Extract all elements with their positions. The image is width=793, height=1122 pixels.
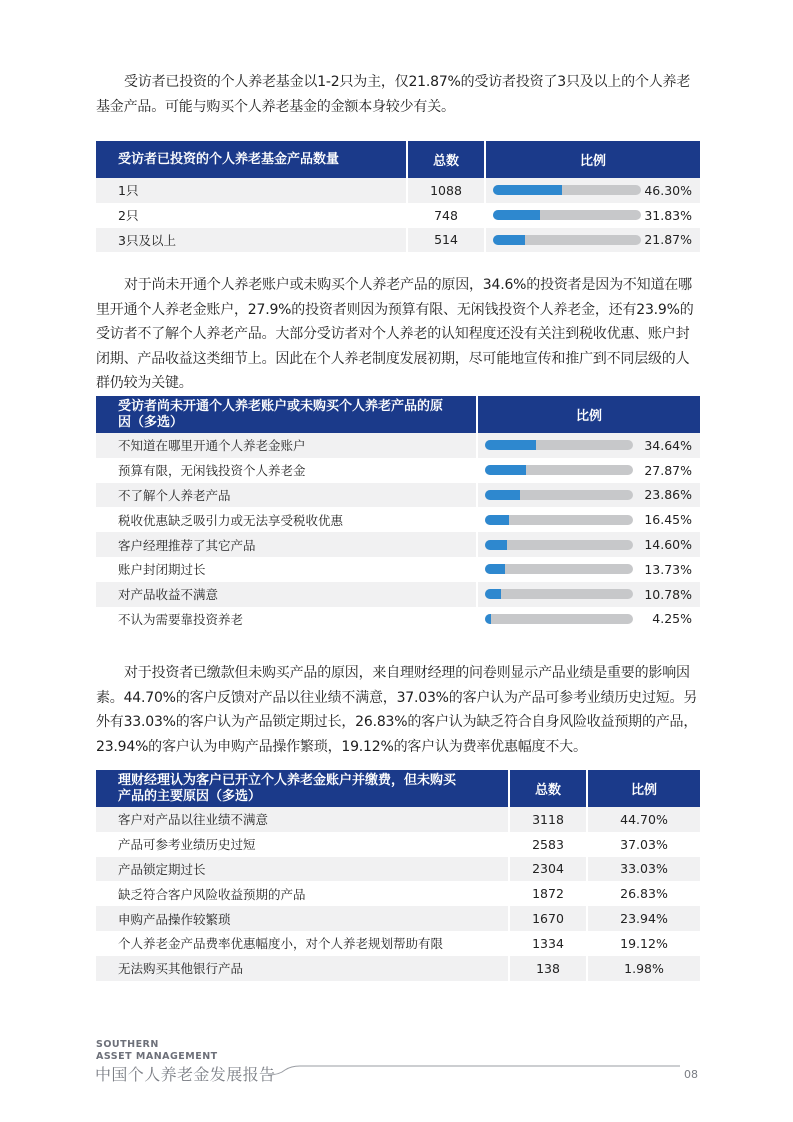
row-ratio: 1.98% <box>586 956 700 981</box>
ratio-bar-fill <box>485 515 509 525</box>
column-header: 受访者尚未开通个人养老账户或未购买个人养老产品的原因（多选） <box>96 396 476 433</box>
ratio-value: 13.73% <box>644 561 692 577</box>
row-label: 税收优惠缺乏吸引力或无法享受税收优惠 <box>96 507 476 532</box>
ratio-cell <box>476 532 700 557</box>
ratio-bar-track <box>493 185 641 195</box>
row-label: 对产品收益不满意 <box>96 582 476 607</box>
table-row <box>96 807 700 832</box>
ratio-bar-track <box>493 210 641 220</box>
ratio-bar-group <box>478 611 700 626</box>
ratio-value: 14.60% <box>644 537 692 553</box>
row-label: 客户对产品以往业绩不满意 <box>96 807 508 832</box>
report-title: 中国个人养老金发展报告 <box>95 1065 276 1084</box>
column-header: 比例 <box>476 396 700 433</box>
column-header: 比例 <box>484 141 700 178</box>
table-row <box>96 607 700 632</box>
ratio-bar-fill <box>485 465 526 475</box>
ratio-value: 4.25% <box>652 611 692 627</box>
column-header: 总数 <box>508 770 586 807</box>
table-row <box>96 483 700 508</box>
ratio-bar-group <box>478 537 700 552</box>
row-ratio: 37.03% <box>586 832 700 857</box>
ratio-bar-track <box>485 465 633 475</box>
table-row <box>96 881 700 906</box>
ratio-bar-track <box>485 440 633 450</box>
ratio-bar-fill <box>493 210 540 220</box>
column-header: 受访者已投资的个人养老基金产品数量 <box>96 141 406 178</box>
row-label: 不了解个人养老产品 <box>96 483 476 508</box>
ratio-cell <box>484 178 700 203</box>
ratio-bar-fill <box>485 614 491 624</box>
ratio-bar-fill <box>485 440 536 450</box>
ratio-bar-fill <box>485 564 505 574</box>
brand-line-1: SOUTHERN <box>96 1039 159 1050</box>
ratio-bar-track <box>485 589 633 599</box>
ratio-value: 21.87% <box>644 232 692 248</box>
row-label: 3只及以上 <box>96 228 406 253</box>
row-label: 产品锁定期过长 <box>96 857 508 882</box>
row-label: 不知道在哪里开通个人养老金账户 <box>96 433 476 458</box>
row-ratio: 23.94% <box>586 906 700 931</box>
paragraph-1: 受访者已投资的个人养老基金以1-2只为主，仅21.87%的受访者投资了3只及以上的个人养老基金产品。可能与购买个人养老基金的金额本身较少有关。 <box>96 74 691 115</box>
ratio-cell <box>484 203 700 228</box>
ratio-value: 31.83% <box>644 207 692 223</box>
table-row <box>96 956 700 981</box>
table-row <box>96 458 700 483</box>
ratio-bar-group <box>478 587 700 602</box>
ratio-bar-group <box>478 463 700 478</box>
ratio-value: 34.64% <box>644 437 692 453</box>
ratio-cell <box>476 433 700 458</box>
table-row <box>96 557 700 582</box>
ratio-bar-fill <box>485 540 507 550</box>
row-label: 缺乏符合客户风险收益预期的产品 <box>96 881 508 906</box>
row-count: 2304 <box>508 857 586 882</box>
ratio-bar-track <box>485 540 633 550</box>
row-count: 2583 <box>508 832 586 857</box>
brand-english <box>96 1039 218 1062</box>
row-count: 1334 <box>508 931 586 956</box>
row-label: 产品可参考业绩历史过短 <box>96 832 508 857</box>
ratio-bar-track <box>485 614 633 624</box>
ratio-cell <box>476 458 700 483</box>
ratio-value: 27.87% <box>644 462 692 478</box>
ratio-bar-fill <box>485 490 520 500</box>
table-row <box>96 532 700 557</box>
row-label: 账户封闭期过长 <box>96 557 476 582</box>
brand-line-2: ASSET MANAGEMENT <box>96 1050 218 1062</box>
row-count: 1872 <box>508 881 586 906</box>
table-row <box>96 582 700 607</box>
table-row <box>96 203 700 228</box>
ratio-cell <box>484 228 700 253</box>
column-header: 总数 <box>406 141 484 178</box>
table-reasons-not-purchased <box>96 770 700 981</box>
column-header: 比例 <box>586 770 700 807</box>
row-label: 不认为需要靠投资养老 <box>96 607 476 632</box>
row-count: 1670 <box>508 906 586 931</box>
ratio-bar-track <box>493 235 641 245</box>
footer-divider <box>0 1062 793 1092</box>
row-count: 3118 <box>508 807 586 832</box>
table-row <box>96 931 700 956</box>
ratio-value: 10.78% <box>644 586 692 602</box>
ratio-bar-track <box>485 490 633 500</box>
column-header: 理财经理认为客户已开立个人养老金账户并缴费，但未购买产品的主要原因（多选） <box>96 770 508 807</box>
ratio-bar-group <box>486 183 700 198</box>
row-ratio: 26.83% <box>586 881 700 906</box>
row-label: 2只 <box>96 203 406 228</box>
ratio-bar-fill <box>485 589 501 599</box>
row-ratio: 44.70% <box>586 807 700 832</box>
table-reasons-not-opened <box>96 396 700 631</box>
table-row <box>96 433 700 458</box>
ratio-cell <box>476 582 700 607</box>
row-ratio: 33.03% <box>586 857 700 882</box>
row-ratio: 19.12% <box>586 931 700 956</box>
ratio-bar-group <box>478 512 700 527</box>
ratio-cell <box>476 507 700 532</box>
ratio-value: 23.86% <box>644 487 692 503</box>
ratio-bar-group <box>478 438 700 453</box>
ratio-bar-group <box>486 232 700 247</box>
ratio-bar-track <box>485 564 633 574</box>
row-label: 客户经理推荐了其它产品 <box>96 532 476 557</box>
ratio-cell <box>476 607 700 632</box>
row-label: 无法购买其他银行产品 <box>96 956 508 981</box>
table-invested-fund-count <box>96 141 700 252</box>
table-row <box>96 507 700 532</box>
row-count: 1088 <box>406 178 484 203</box>
ratio-value: 16.45% <box>644 512 692 528</box>
ratio-cell <box>476 557 700 582</box>
ratio-cell <box>476 483 700 508</box>
row-label: 申购产品操作较繁琐 <box>96 906 508 931</box>
ratio-bar-group <box>478 487 700 502</box>
table-row <box>96 906 700 931</box>
table-row <box>96 857 700 882</box>
ratio-bar-fill <box>493 235 525 245</box>
ratio-bar-track <box>485 515 633 525</box>
table-row <box>96 228 700 253</box>
paragraph-3: 对于投资者已缴款但未购买产品的原因，来自理财经理的问卷则显示产品业绩是重要的影响因素。44.70%的客户反馈对产品以往业绩不满意，37.03%的客户认为产品可参考业绩历史过短。另外有33.03%的客户认为产品锁定期过长，26.83%的客户认为缺乏符合自身风险收益预期的产品，23.94%的客户认为申购产品操作繁琐，19.12%的客户认为费率优惠幅度不大。 <box>96 665 698 755</box>
paragraph-2: 对于尚未开通个人养老账户或未购买个人养老产品的原因，34.6%的投资者是因为不知道在哪里开通个人养老金账户，27.9%的投资者则因为预算有限、无闲钱投资个人养老金，还有23.9%的受访者不了解个人养老产品。大部分受访者对个人养老的认知程度还没有关注到税收优惠、账户封闭期、产品收益这类细节上。因此在个人养老制度发展初期，尽可能地宣传和推广到不同层级的人群仍较为关键。 <box>96 277 694 392</box>
row-label: 个人养老金产品费率优惠幅度小，对个人养老规划帮助有限 <box>96 931 508 956</box>
row-count: 514 <box>406 228 484 253</box>
row-count: 748 <box>406 203 484 228</box>
ratio-bar-group <box>478 562 700 577</box>
ratio-bar-group <box>486 208 700 223</box>
page-number: 08 <box>684 1068 698 1081</box>
row-count: 138 <box>508 956 586 981</box>
ratio-bar-fill <box>493 185 562 195</box>
table-row <box>96 178 700 203</box>
row-label: 预算有限，无闲钱投资个人养老金 <box>96 458 476 483</box>
table-row <box>96 832 700 857</box>
ratio-value: 46.30% <box>644 182 692 198</box>
row-label: 1只 <box>96 178 406 203</box>
